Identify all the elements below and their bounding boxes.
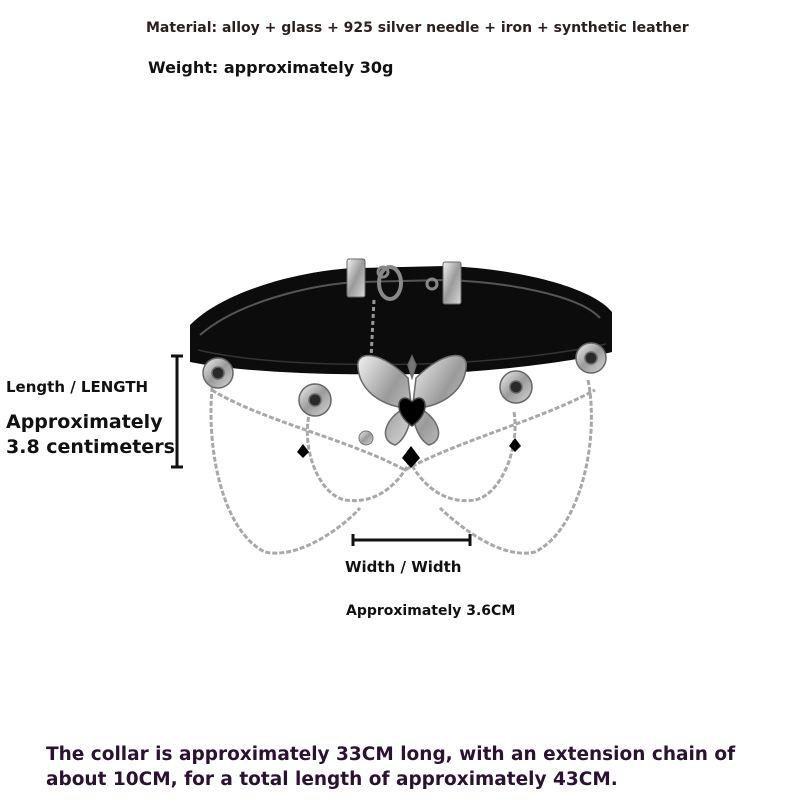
width-value: Approximately 3.6CM <box>346 603 516 619</box>
length-value-line1: Approximately <box>6 411 163 433</box>
weight-text: Weight: approximately 30g <box>148 58 394 77</box>
drop-pendants <box>297 431 521 468</box>
length-value-line2: 3.8 centimeters <box>6 436 175 458</box>
length-dimension-bracket <box>171 356 183 467</box>
width-label: Width / Width <box>345 558 462 576</box>
material-text: Material: alloy + glass + 925 silver needle + iron + synthetic leather <box>146 20 689 36</box>
butterfly-pendant <box>358 356 466 445</box>
width-dimension-bracket <box>353 534 470 546</box>
length-label: Length / LENGTH <box>6 378 149 396</box>
length-note-line2: about 10CM, for a total length of approximately 43CM. <box>46 769 618 790</box>
length-note-line1: The collar is approximately 33CM long, with an extension chain of <box>46 744 736 765</box>
